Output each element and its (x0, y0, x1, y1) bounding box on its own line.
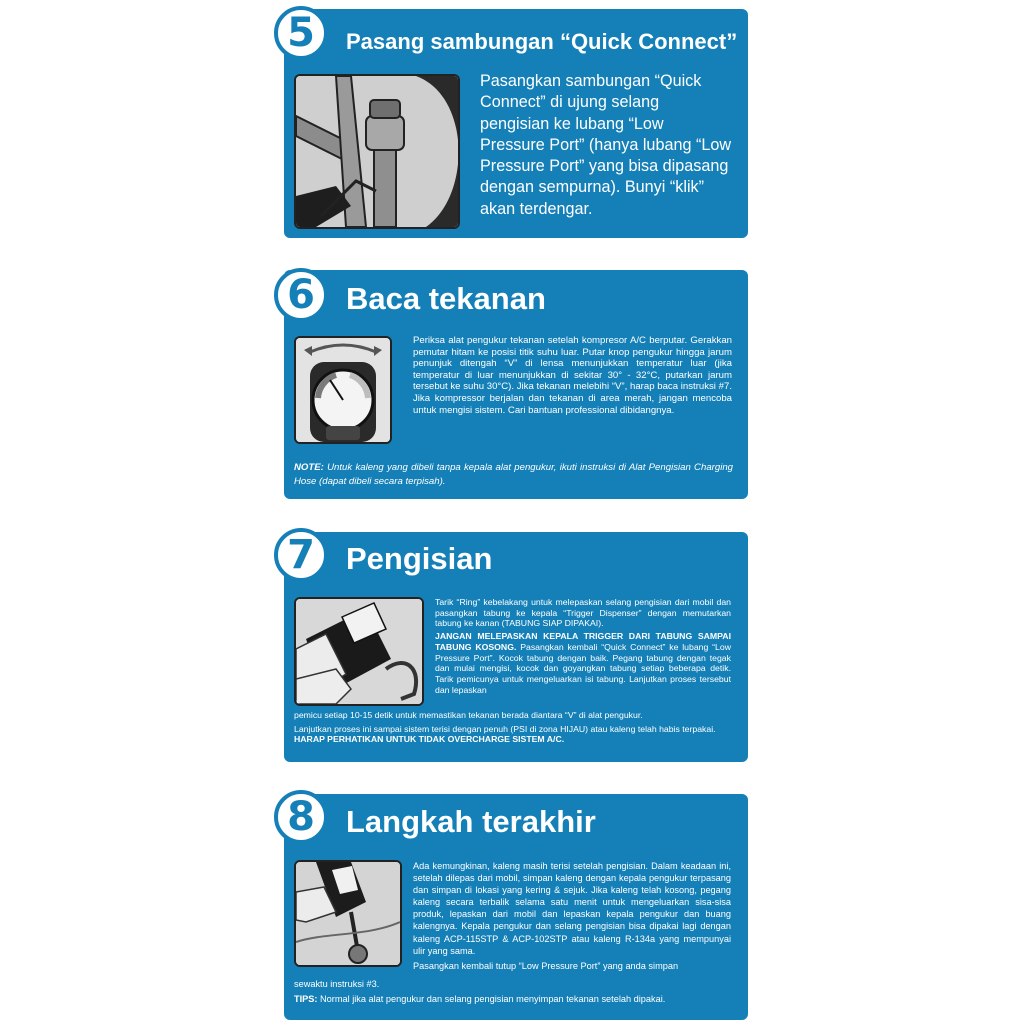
step-paragraph: Ada kemungkinan, kaleng masih terisi setelah pengisian. Dalam keadaan ini, setelah dilepas dari mobil, simpan kaleng dengan kepala pengukur terpasang dan simpan di lokasi yang kering & sejuk. Jika kaleng telah kosong, pegang kaleng secara terbalik selama satu menit untuk mengeluarkan sisa-sisa produk, lepaskan dari mobil dan lepaskan kepala pengukur dan buang kalengnya. Kepala pengukur dan selang pengisian bisa dipakai lagi dengan kaleng ACP-115STP & ACP-102STP atau kaleng R-134a yang mempunyai ulir yang sama. (413, 861, 731, 956)
step-paragraph: Pasangkan kembali tutup “Low Pressure Port” yang anda simpan (413, 960, 679, 971)
step-paragraph: Pasangkan kembali “Quick Connect” ke lubang “Low Pressure Port”. Kocok tabung dengan baik. Pegang tabung dengan tegak dan mulai mengisi, kocok dan goyangkan tabung setiap beberapa detik. Tarik pemicunya untuk mengeluarkan isi tabung. Lanjutkan proses tersebut dan lepaskan (435, 641, 731, 695)
step-number: 5 (287, 10, 315, 56)
step-number: 7 (287, 532, 315, 578)
tips-text: Normal jika alat pengukur dan selang pengisian menyimpan tekanan setelah dipakai. (317, 994, 666, 1004)
note (294, 461, 733, 489)
step-title: Pasang sambungan “Quick Connect” (346, 29, 738, 54)
step-number: 8 (287, 794, 315, 840)
step-paragraph: Pasangkan sambungan “Quick Connect” di ujung selang pengisian ke lubang “Low Pressure Port” (hanya lubang “Low Pressure Port” yang bisa dipasang dengan sempurna). Bunyi “klik” akan terdengar. (480, 72, 732, 218)
charging-illustration (294, 597, 424, 706)
tips-label: TIPS: (294, 994, 318, 1004)
step-body (480, 71, 732, 220)
step-7-card (284, 532, 748, 762)
quick-connect-drawing (296, 76, 458, 227)
pressure-gauge-drawing (296, 338, 390, 442)
note-label: NOTE: (294, 462, 324, 473)
quick-connect-illustration (294, 74, 460, 229)
step-paragraph: pemicu setiap 10-15 detik untuk memastikan tekanan berada diantara “V” di alat pengukur. (294, 710, 643, 720)
step-number: 6 (287, 272, 315, 318)
final-step-drawing (296, 862, 400, 965)
step-6-card (284, 270, 748, 499)
step-paragraph: sewaktu instruksi #3. (294, 979, 380, 989)
charging-drawing (296, 599, 422, 704)
step-paragraph: Lanjutkan proses ini sampai sistem terisi dengan penuh (PSI di zona HIJAU) atau kaleng telah habis terpakai. (294, 723, 716, 734)
final-step-illustration (294, 860, 402, 967)
step-paragraph: Periksa alat pengukur tekanan setelah kompresor A/C berputar. Gerakkan pemutar hitam ke posisi titik suhu luar. Putar knop pengukur hingga jarum penunjuk ditengah “V” di lensa menunjukkan temperatur luar (jika temperatur di luar menunjukkan di sekitar 30° - 32°C, putarkan jarum tersebut ke suhu 30°C). Jika tekanan melebihi “V”, harap baca instruksi #7. Jika kompressor berjalan dan tekanan di area merah, jangan mencoba untuk mengisi sistem. Cari bantuan professional dibidangnya. (413, 335, 732, 416)
step-title: Langkah terakhir (346, 804, 596, 839)
step-number-badge (274, 790, 328, 844)
step-number-badge (274, 528, 328, 582)
step-5-card (284, 9, 748, 238)
pressure-gauge-illustration (294, 336, 392, 444)
step-number-badge (274, 6, 328, 60)
step-number-badge (274, 268, 328, 322)
step-body-continued (294, 977, 732, 1006)
step-title: Pengisian (346, 541, 493, 576)
warning-text: JANGAN MELEPASKAN KEPALA TRIGGER DARI TABUNG SAMPAI TABUNG KOSONG. (435, 631, 731, 652)
step-title: Baca tekanan (346, 281, 546, 316)
step-body-continued (294, 710, 732, 745)
warning-text: HARAP PERHATIKAN UNTUK TIDAK OVERCHARGE SISTEM A/C. (294, 734, 565, 745)
step-body (435, 597, 731, 695)
step-8-card (284, 794, 748, 1020)
note-text: Untuk kaleng yang dibeli tanpa kepala alat pengukur, ikuti instruksi di Alat Pengisian Charging Hose (dapat dibeli secara terpisah). (294, 462, 733, 487)
step-body (413, 860, 731, 972)
step-body (413, 335, 732, 416)
step-paragraph: Tarik “Ring” kebelakang untuk melepaskan selang pengisian dari mobil dan pasangkan tabung ke kepala “Trigger Dispenser” dengan memutarkan tabung ke kanan (TABUNG SIAP DIPAKAI). (435, 597, 731, 629)
